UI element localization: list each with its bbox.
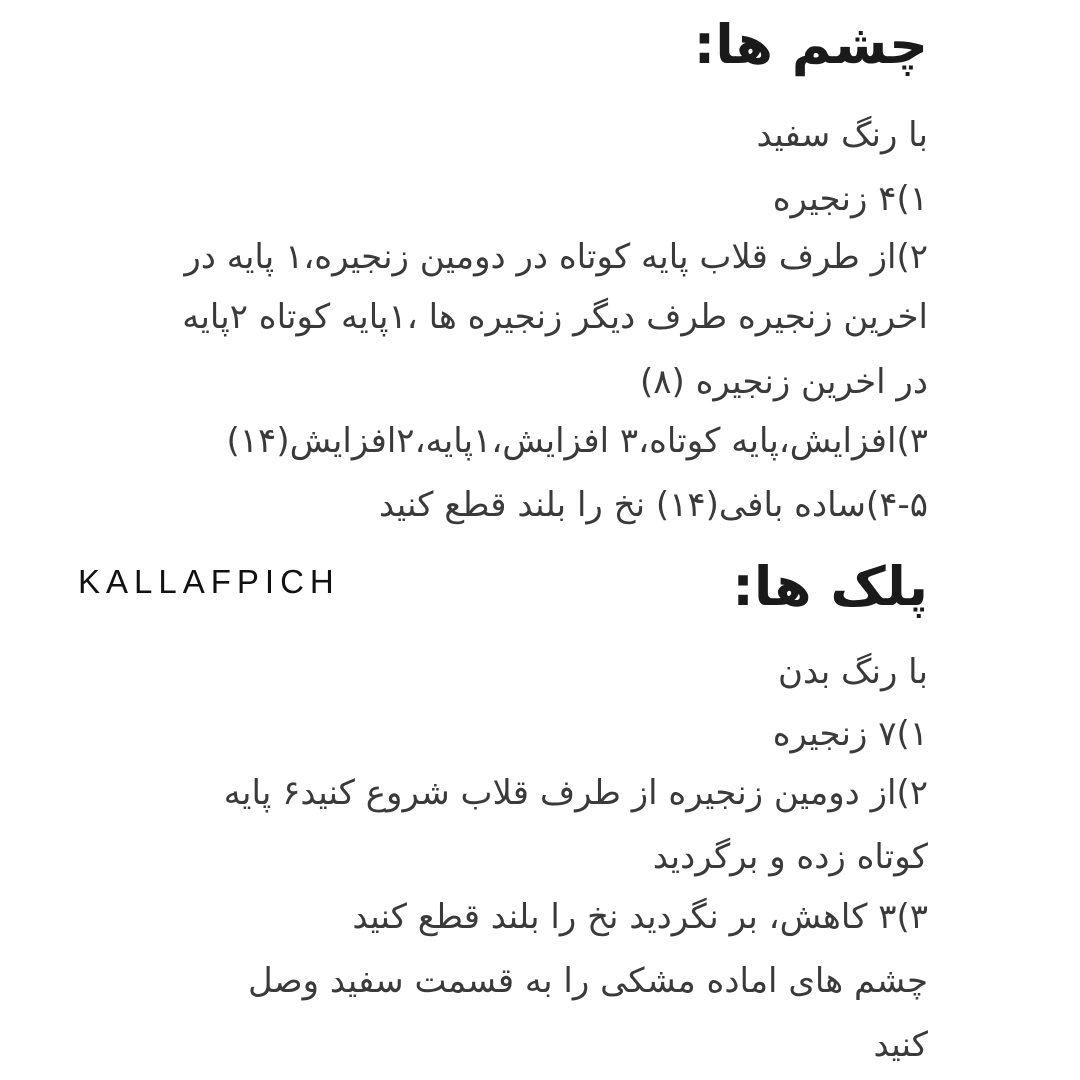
eyes-line-7: ۴-۵)ساده بافی(۱۴) نخ را بلند قطع کنید xyxy=(378,485,928,525)
eyelids-line-2: ۱)۷ زنجیره xyxy=(772,714,928,754)
eyelids-line-7: کنید xyxy=(873,1025,928,1065)
eyelids-line-4: کوتاه زده و برگردید xyxy=(652,837,928,877)
eyelids-line-1: با رنگ بدن xyxy=(777,652,928,692)
brand-watermark: KALLAFPICH xyxy=(78,563,340,600)
eyes-line-5: در اخرین زنجیره (۸) xyxy=(639,362,928,402)
eyes-heading: چشم ها: xyxy=(693,13,928,76)
eyelids-line-6: چشم های اماده مشکی را به قسمت سفید وصل xyxy=(248,961,928,1001)
eyes-line-6: ۳)افزایش،پایه کوتاه،۳ افزایش،۱پایه،۲افزایش(۱۴) xyxy=(226,421,928,461)
eyelids-line-5: ۳)۳ کاهش، بر نگردید نخ را بلند قطع کنید xyxy=(352,897,928,937)
eyelids-heading: پلک ها: xyxy=(732,555,928,618)
eyes-line-3: ۲)از طرف قلاب پایه کوتاه در دومین زنجیره،۱ پایه در xyxy=(184,237,928,277)
eyes-line-2: ۱)۴ زنجیره xyxy=(772,179,928,219)
eyelids-line-3: ۲)از دومین زنجیره از طرف قلاب شروع کنید۶ پایه xyxy=(223,773,928,813)
eyes-line-4: اخرین زنجیره طرف دیگر زنجیره ها ،۱پایه کوتاه ۲پایه xyxy=(182,297,928,337)
eyes-line-1: با رنگ سفید xyxy=(756,115,928,155)
